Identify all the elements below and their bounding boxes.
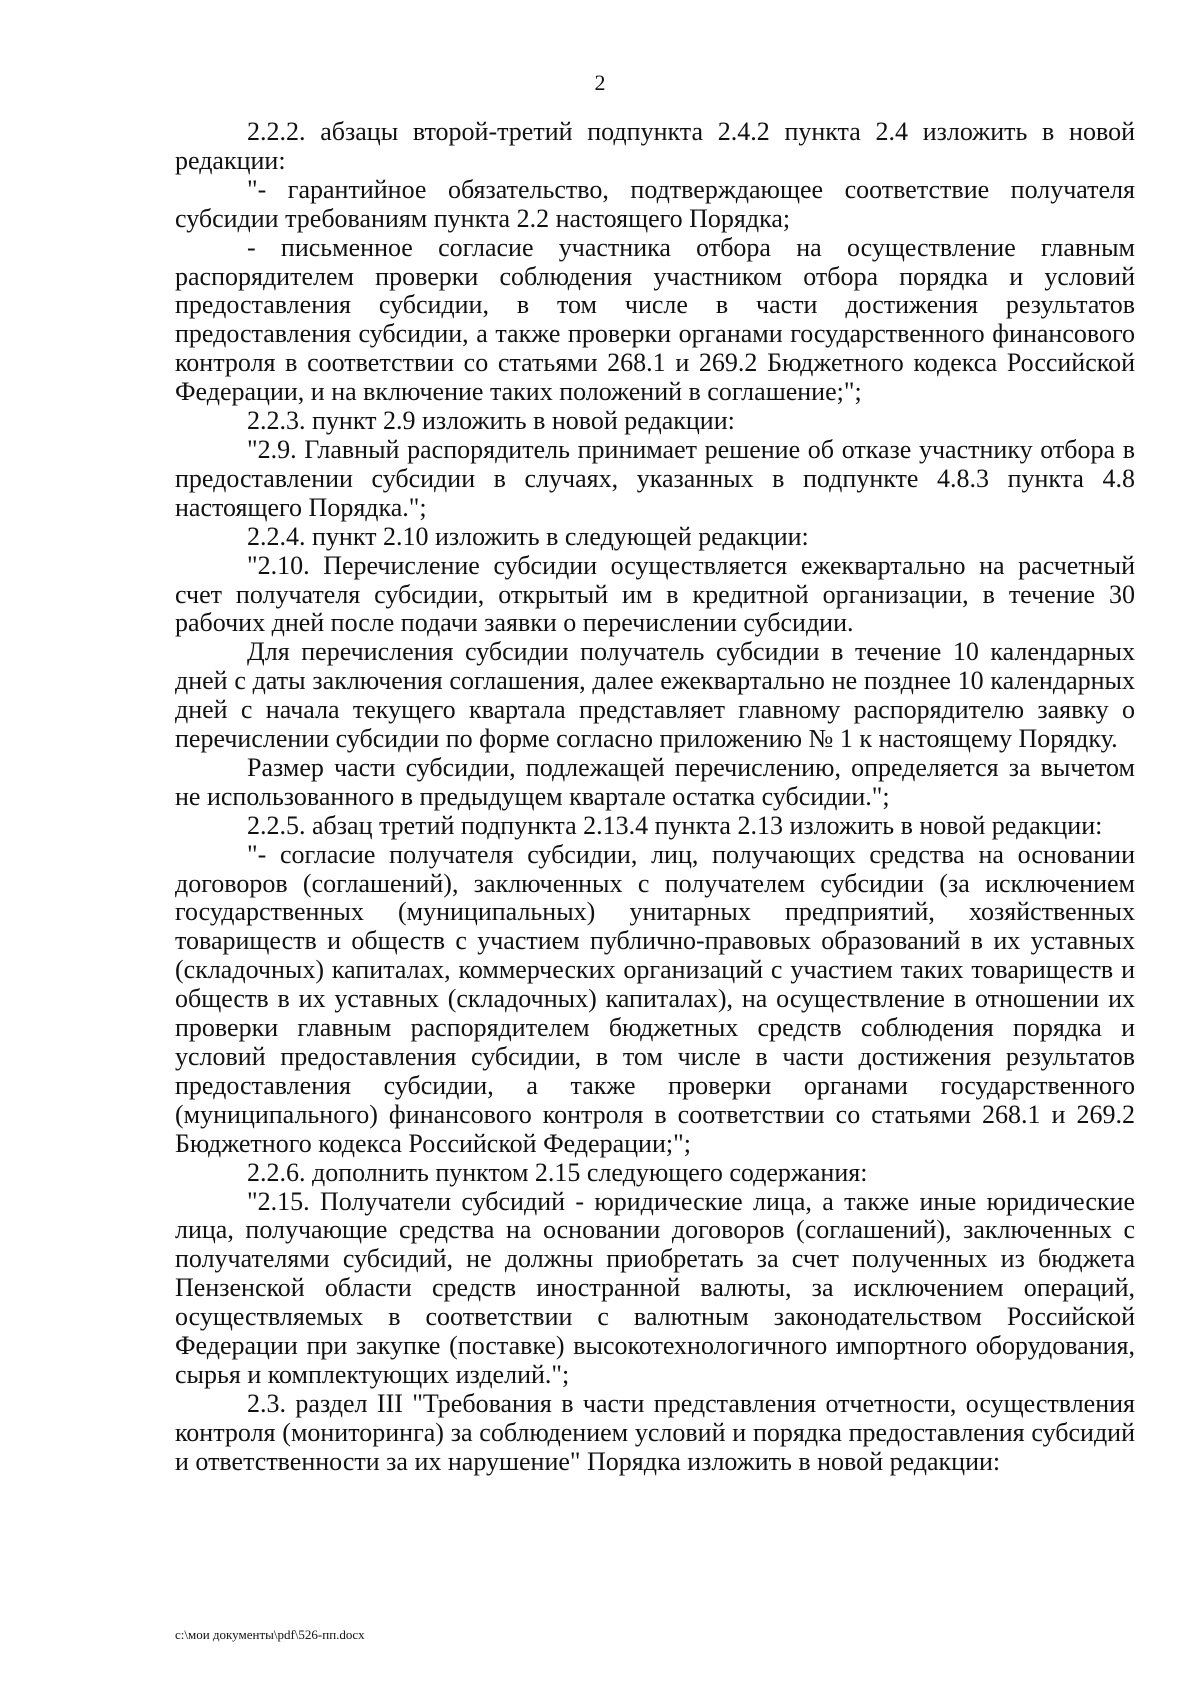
paragraph-2-2-6: 2.2.6. дополнить пунктом 2.15 следующего содержания: <box>247 1157 868 1187</box>
paragraph-2-2-3: 2.2.3. пункт 2.9 изложить в новой редакции: <box>247 406 735 436</box>
paragraph-2-9: "2.9. Главный распорядитель принимает решение об отказе участнику отбора в предоставлении субсидии в случаях, указанных в подпункте 4.8.3 пункта 4.8 настоящего Порядка."; <box>175 434 1135 522</box>
paragraph-subsidy-size: Размер части субсидии, подлежащей перечислению, определяется за вычетом не использованного в предыдущем квартале остатка субсидии."; <box>175 752 1135 811</box>
paragraph-2-2-2: 2.2.2. абзацы второй-третий подпункта 2.4.2 пункта 2.4 изложить в новой редакции: <box>175 117 1135 175</box>
paragraph-2-2-5: 2.2.5. абзац третий подпункта 2.13.4 пункта 2.13 изложить в новой редакции: <box>247 810 1103 840</box>
document-body <box>175 118 1135 1477</box>
paragraph-guarantee: "- гарантийное обязательство, подтверждающее соответствие получателя субсидии требованиям пункта 2.2 настоящего Порядка; <box>175 174 1135 233</box>
page-number: 2 <box>594 70 606 95</box>
paragraph-2-2-4: 2.2.4. пункт 2.10 изложить в следующей редакции: <box>247 521 809 551</box>
paragraph-2-3: 2.3. раздел III "Требования в части представления отчетности, осуществления контроля (мониторинга) за соблюдением условий и порядка предоставления субсидий и ответственности за их нарушение" Порядка изложить в новой редакции: <box>175 1388 1135 1476</box>
paragraph-transfer-request: Для перечисления субсидии получатель субсидии в течение 10 календарных дней с даты заключения соглашения, далее ежеквартально не позднее 10 календарных дней с начала текущего квартала представляет главному распорядителю заявку о перечислении субсидии по форме согласно приложению № 1 к настоящему Порядку. <box>175 637 1135 754</box>
paragraph-written-consent: - письменное согласие участника отбора на осуществление главным распорядителем проверки соблюдения участником отбора порядка и условий предоставления субсидии, в том числе в части достижения результатов предоставления субсидии, а также проверки органами государственного финансового контроля в соответствии со статьями 268.1 и 269.2 Бюджетного кодекса Российской Федерации, и на включение таких положений в соглашение;"; <box>175 232 1135 407</box>
paragraph-recipient-consent: "- согласие получателя субсидии, лиц, получающих средства на основании договоров (соглашений), заключенных с получателем субсидии (за исключением государственных (муниципальных) унитарных предприятий, хозяйственных товариществ и обществ с участием публично-правовых образований в их уставных (складочных) капиталах, коммерческих организаций с участием таких товариществ и обществ в их уставных (складочных) капиталах), на осуществление в отношении их проверки главным распорядителем бюджетных средств соблюдения порядка и условий предоставления субсидии, в том числе в части достижения результатов предоставления субсидии, а также проверки органами государственного (муниципального) финансового контроля в соответствии со статьями 268.1 и 269.2 Бюджетного кодекса Российской Федерации;"; <box>175 839 1135 1158</box>
footer-file-path: c:\мои документы\pdf\526-пп.docx <box>175 1627 365 1642</box>
paragraph-2-15: "2.15. Получатели субсидий - юридические лица, а также иные юридические лица, получающие средства на основании договоров (соглашений), заключенных с получателями субсидий, не должны приобретать за счет полученных из бюджета Пензенской области средств иностранной валюты, за исключением операций, осуществляемых в соответствии с валютным законодательством Российской Федерации при закупке (поставке) высокотехнологичного импортного оборудования, сырья и комплектующих изделий."; <box>175 1186 1135 1389</box>
paragraph-2-10: "2.10. Перечисление субсидии осуществляется ежеквартально на расчетный счет получателя субсидии, открытый им в кредитной организации, в течение 30 рабочих дней после подачи заявки о перечислении субсидии. <box>175 550 1135 638</box>
